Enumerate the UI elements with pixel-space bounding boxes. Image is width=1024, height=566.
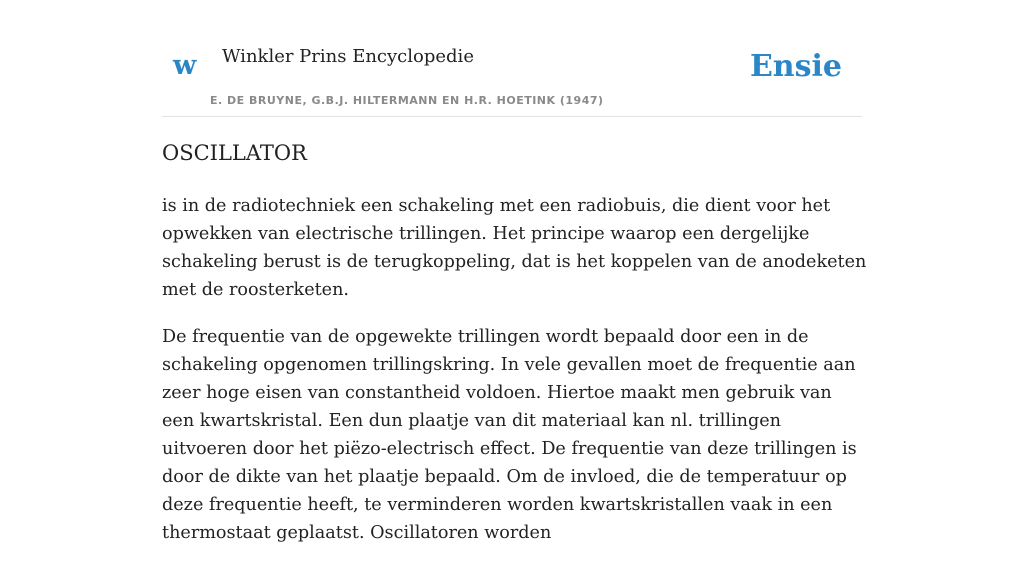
publication-logo[interactable]: w: [173, 50, 197, 81]
article-paragraph: De frequentie van de opgewekte trillingen wordt bepaald door een in de schakeling opgenomen trillingskring. In vele gevallen moet de frequentie aan zeer hoge eisen van constantheid voldoen. Hiertoe maakt men gebruik van een kwartskristal. Een dun plaatje van dit materiaal kan nl. trillingen uitvoeren door het piëzo-electrisch effect. De frequentie van deze trillingen is door de dikte van het plaatje bepaald. Om de invloed, die de temperatuur op deze frequentie heeft, te verminderen worden kwartskristallen vaak in een thermostaat geplaatst. Oscillatoren worden: [162, 327, 857, 543]
brand-logo[interactable]: Ensie: [749, 49, 842, 84]
article-body: [162, 192, 867, 566]
article-title: OSCILLATOR: [162, 141, 307, 165]
publication-authors: E. DE BRUYNE, G.B.J. HILTERMANN EN H.R. HOETINK (1947): [210, 94, 604, 107]
publication-title[interactable]: Winkler Prins Encyclopedie: [222, 46, 474, 67]
article-paragraph: is in de radiotechniek een schakeling met een radiobuis, die dient voor het opwekken van electrische trillingen. Het principe waarop een dergelijke schakeling berust is de terugkoppeling, dat is het koppelen van de anodeketen met de roosterketen.: [162, 196, 867, 300]
header: [162, 0, 862, 117]
